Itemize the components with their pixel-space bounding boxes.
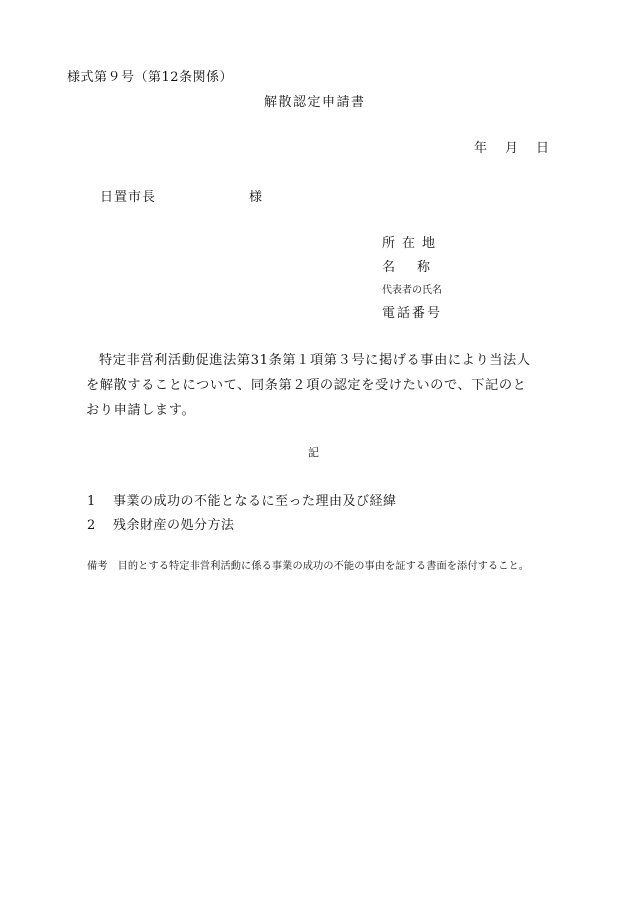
item-text: 事業の成功の不能となるに至った理由及び経緯	[113, 494, 397, 509]
document-title: 解散認定申請書	[264, 95, 366, 110]
item-number: 2	[87, 518, 96, 533]
addressee-honorific: 様	[249, 190, 263, 205]
addressee-name: 日置市長	[100, 190, 157, 205]
remarks-note	[87, 557, 529, 572]
remarks-text: 目的とする特定非営利活動に係る事業の成功の不能の事由を証する書面を添付すること。	[117, 561, 530, 572]
applicant-address-label: 所在地	[382, 236, 443, 251]
applicant-name-label-char1: 名	[382, 260, 396, 275]
ki-heading: 記	[308, 446, 319, 459]
applicant-representative-label: 代表者の氏名	[382, 285, 442, 296]
applicant-name-label-char2: 称	[417, 260, 431, 275]
body-line-1: 特定非営利活動促進法第31条第１項第３号に掲げる事由により当法人	[99, 353, 531, 368]
date-month-label: 月	[505, 141, 519, 156]
date-line	[474, 137, 549, 156]
application-body	[86, 348, 566, 423]
form-number: 様式第９号（第12条関係）	[67, 70, 234, 85]
applicant-phone-label: 電話番号	[382, 306, 443, 321]
item-text: 残余財産の処分方法	[113, 518, 235, 533]
list-item	[87, 490, 397, 509]
item-number: 1	[87, 494, 96, 509]
date-day-label: 日	[536, 141, 550, 156]
list-item	[87, 514, 235, 533]
remarks-label: 備考	[87, 561, 108, 572]
body-line-3: おり申請します。	[86, 403, 196, 418]
applicant-name-label	[382, 256, 430, 275]
body-line-2: を解散することについて、同条第２項の認定を受けたいので、下記のと	[86, 378, 527, 393]
date-year-label: 年	[474, 141, 488, 156]
